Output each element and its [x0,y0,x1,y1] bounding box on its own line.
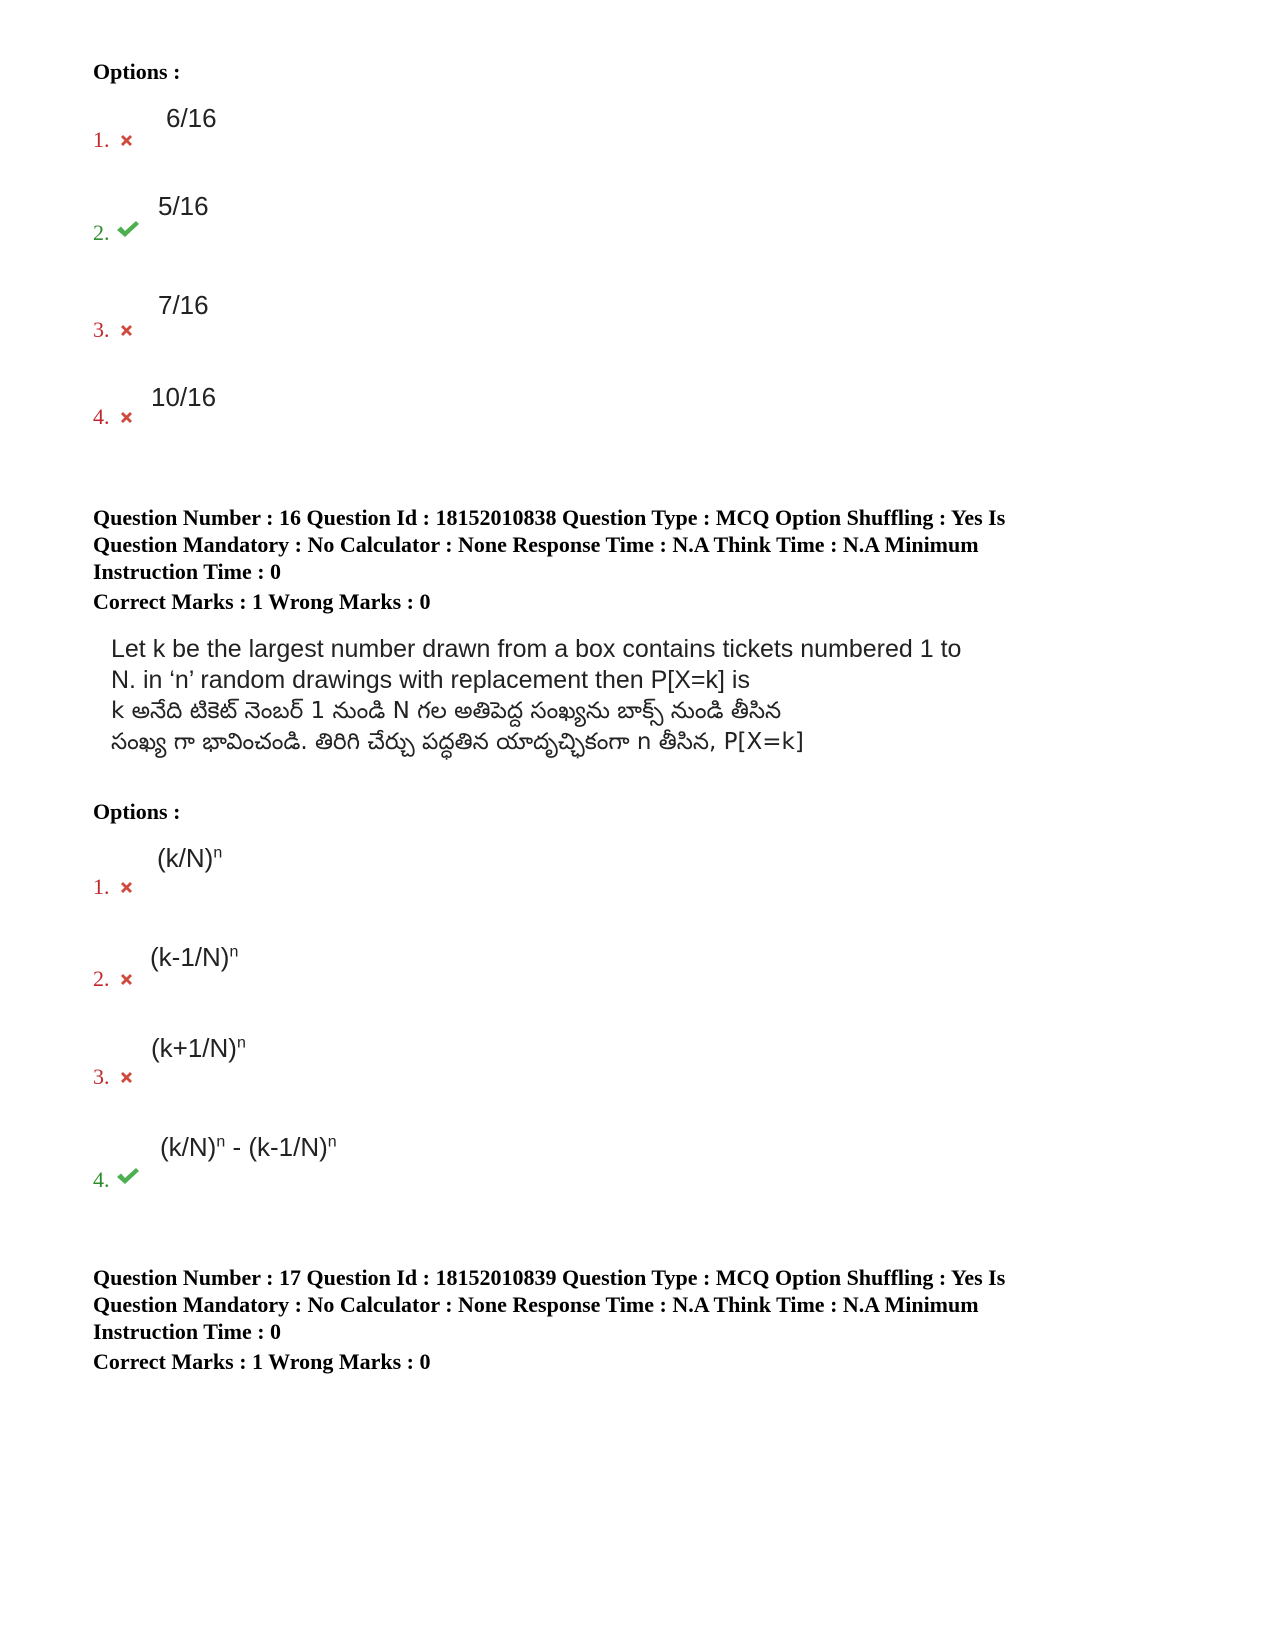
cross-icon [119,1070,134,1085]
question-text-line: సంఖ్య గా భావించండి. తిరిగి చేర్చు పద్ధతిన యాదృచ్ఛికంగా n తీసిన, P[X=k] [111,729,804,755]
question-header-line: Question Number : 17 Question Id : 18152010839 Question Type : MCQ Option Shuffling : Yes Is [93,1265,1006,1290]
question-marks: Correct Marks : 1 Wrong Marks : 0 [93,589,431,614]
question-text-line: Let k be the largest number drawn from a box contains tickets numbered 1 to [111,635,962,663]
option-number: 3. [93,317,110,342]
cross-icon [119,410,134,425]
option-number: 1. [93,874,110,899]
option-answer: 6/16 [166,103,217,133]
question-header [93,1264,1193,1345]
option-number: 4. [93,404,110,429]
option-number: 4. [93,1167,110,1192]
question-text-line: k అనేది టికెట్ నెంబర్ 1 నుండి N గల అతిపెద్ద సంఖ్యను బాక్స్ నుండి తీసిన [111,698,782,724]
option-answer: 5/16 [158,191,209,221]
option-answer: $(k/N)^n - (k-1/N)^n$ [160,1132,337,1162]
question-header-line: Question Number : 16 Question Id : 18152010838 Question Type : MCQ Option Shuffling : Yes Is [93,505,1006,530]
options-label: Options : [93,799,181,824]
check-icon [116,219,140,239]
option-answer: 7/16 [158,290,209,320]
question-header-line: Question Mandatory : No Calculator : None Response Time : N.A Think Time : N.A Minimum [93,532,979,557]
option-answer: $(k-1/N)^n$ [150,942,239,972]
cross-icon [119,323,134,338]
question-text [111,634,1211,758]
option-number: 1. [93,127,110,152]
option-answer: $(k/N)^n$ [157,843,223,873]
question-header-line: Question Mandatory : No Calculator : None Response Time : N.A Think Time : N.A Minimum [93,1292,979,1317]
option-number: 3. [93,1064,110,1089]
option-answer: 10/16 [151,382,217,412]
question-text-line: N. in ‘n’ random drawings with replacement then P[X=k] is [111,666,750,694]
options-label: Options : [93,59,181,84]
question-marks: Correct Marks : 1 Wrong Marks : 0 [93,1349,431,1374]
option-answer: $(k+1/N)^n$ [151,1033,246,1063]
cross-icon [119,133,134,148]
option-number: 2. [93,220,110,245]
question-header-line: Instruction Time : 0 [93,1319,282,1344]
question-header [93,504,1193,585]
cross-icon [119,972,134,987]
check-icon [116,1166,140,1186]
option-number: 2. [93,966,110,991]
cross-icon [119,880,134,895]
question-header-line: Instruction Time : 0 [93,559,282,584]
